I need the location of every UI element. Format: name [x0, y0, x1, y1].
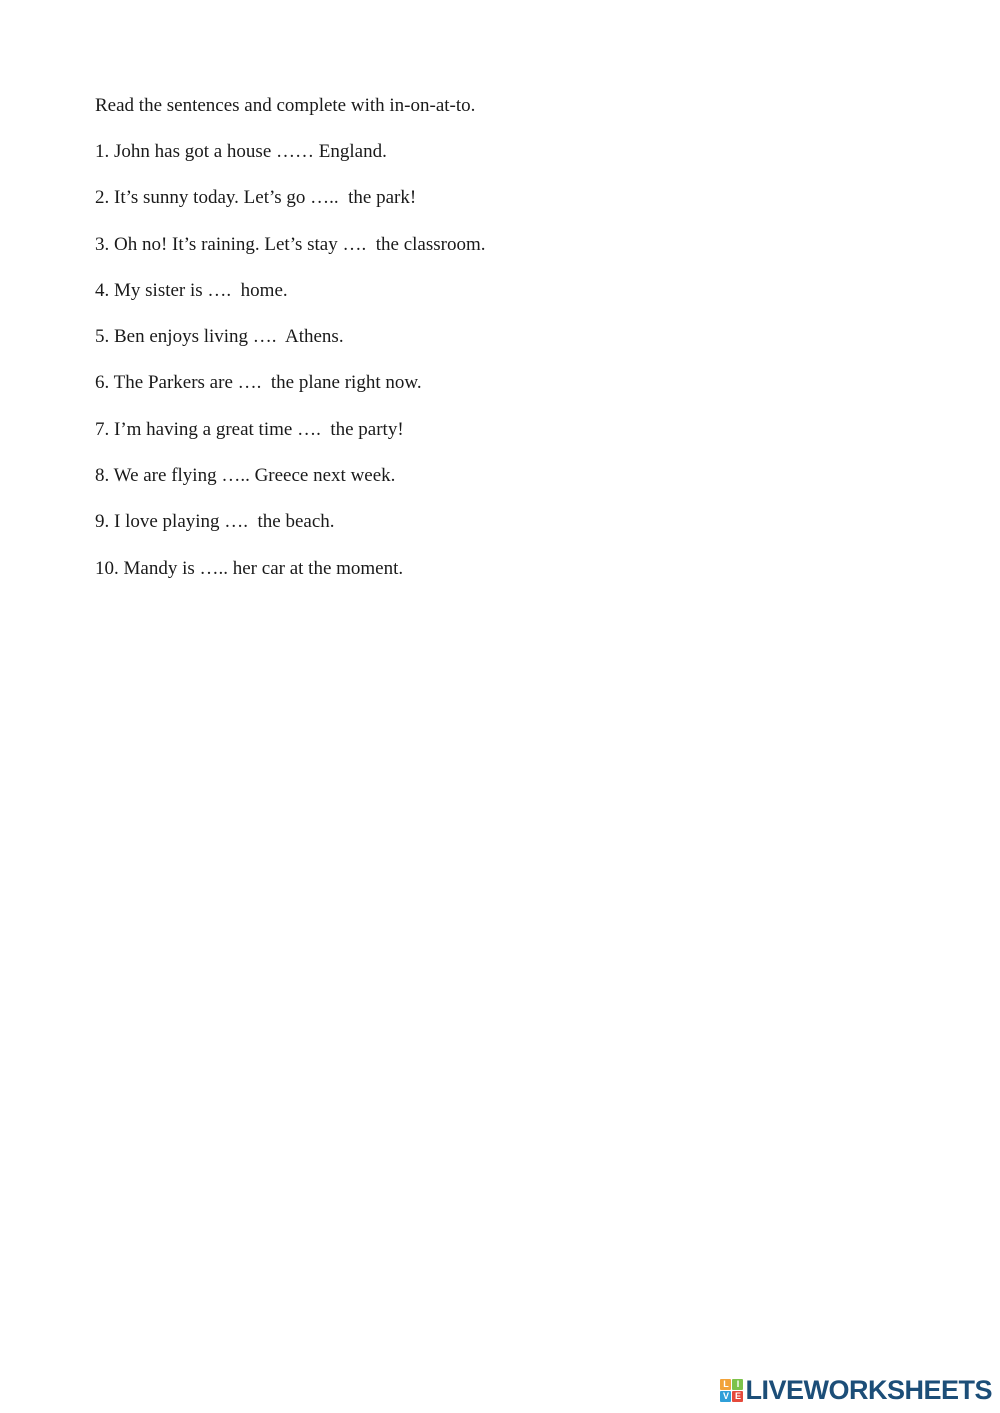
sentence-8: 8. We are flying ….. Greece next week. [95, 465, 396, 487]
logo-mark-letter: I [732, 1379, 743, 1390]
sentence-4: 4. My sister is …. home. [95, 279, 288, 301]
sentence-5: 5. Ben enjoys living …. Athens. [95, 326, 344, 348]
liveworksheets-logo-icon [720, 1379, 743, 1402]
worksheet [95, 92, 915, 601]
logo-mark-letter: E [732, 1391, 743, 1402]
logo-wordmark: LIVEWORKSHEETS [745, 1375, 992, 1405]
sentence-9: 9. I love playing …. the beach. [95, 511, 335, 533]
sentence-10: 10. Mandy is ….. her car at the moment. [95, 557, 404, 579]
logo-mark-letter: V [720, 1391, 731, 1402]
liveworksheets-logo [720, 1375, 992, 1405]
sentence-7: 7. I’m having a great time …. the party! [95, 418, 404, 440]
sentence-6: 6. The Parkers are …. the plane right now. [95, 372, 422, 394]
sentence-3: 3. Oh no! It’s raining. Let’s stay …. the classroom. [95, 233, 486, 255]
sentence-list [95, 138, 915, 583]
logo-mark-letter: L [720, 1379, 731, 1390]
instruction-text: Read the sentences and complete with in-on-at-to. [95, 95, 476, 116]
sentence-2: 2. It’s sunny today. Let’s go ….. the park! [95, 187, 417, 209]
sentence-1: 1. John has got a house …… England. [95, 141, 387, 162]
